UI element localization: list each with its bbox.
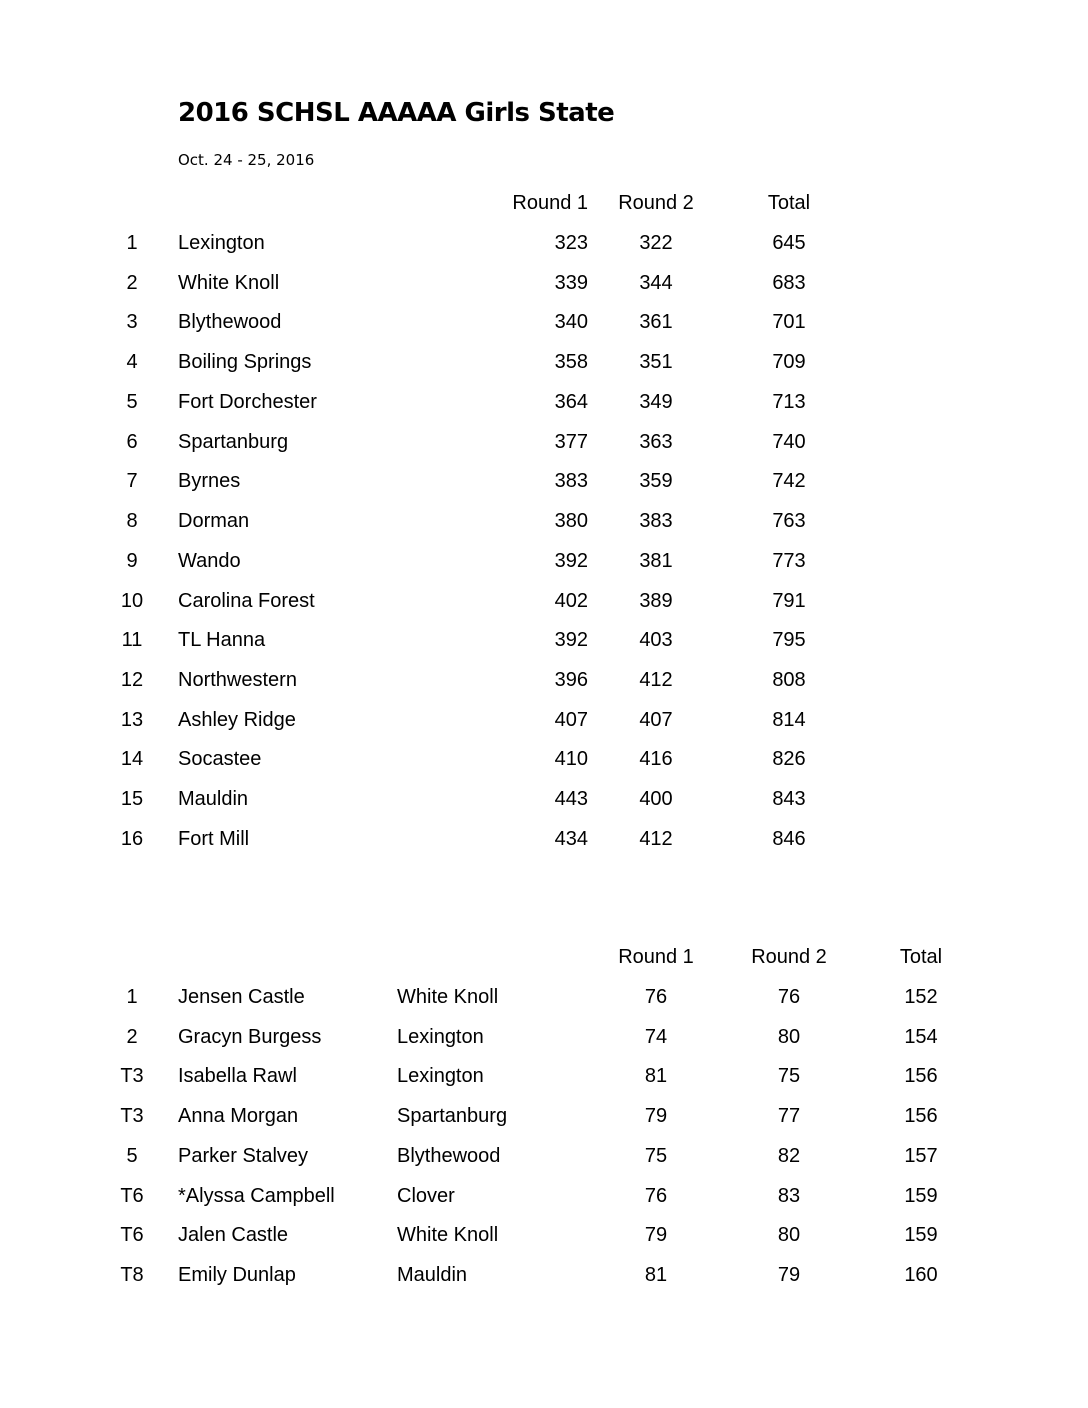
team-round1-score: 392	[554, 629, 588, 651]
team-name: Boiling Springs	[178, 351, 312, 373]
team-name: Fort Dorchester	[178, 391, 317, 413]
player-total-score: 160	[904, 1264, 938, 1286]
team-round1-score: 377	[554, 431, 588, 453]
team-round1-score: 407	[554, 709, 588, 731]
team-name: Spartanburg	[178, 431, 289, 453]
player-total-score: 156	[904, 1105, 938, 1127]
team-round2-score: 383	[639, 510, 673, 532]
team-rank: 16	[120, 828, 144, 850]
player-school: Clover	[397, 1185, 455, 1207]
player-round1-score: 74	[644, 1026, 668, 1048]
team-rank: 7	[126, 470, 138, 492]
player-rank: 1	[126, 986, 138, 1008]
team-rank: 4	[126, 351, 138, 373]
team-round2-score: 407	[639, 709, 673, 731]
player-rank: T8	[120, 1264, 144, 1286]
player-round2-score: 80	[777, 1026, 801, 1048]
team-rank: 6	[126, 431, 138, 453]
team-total-score: 791	[772, 590, 806, 612]
team-round1-score: 402	[554, 590, 588, 612]
team-name: Carolina Forest	[178, 590, 315, 612]
team-name: Dorman	[178, 510, 250, 532]
individual-header-round1: Round 1	[618, 946, 694, 968]
team-rank: 2	[126, 272, 138, 294]
player-name: Jalen Castle	[178, 1224, 289, 1246]
team-round2-score: 344	[639, 272, 673, 294]
player-round2-score: 77	[777, 1105, 801, 1127]
player-school: White Knoll	[397, 986, 499, 1008]
player-school: Lexington	[397, 1026, 484, 1048]
player-school: Lexington	[397, 1065, 484, 1087]
team-name: Socastee	[178, 748, 262, 770]
team-total-score: 814	[772, 709, 806, 731]
team-total-score: 763	[772, 510, 806, 532]
team-round2-score: 389	[639, 590, 673, 612]
team-total-score: 742	[772, 470, 806, 492]
team-round1-score: 443	[554, 788, 588, 810]
player-round1-score: 81	[644, 1065, 668, 1087]
team-name: TL Hanna	[178, 629, 266, 651]
player-name: *Alyssa Campbell	[178, 1185, 335, 1207]
team-round1-score: 323	[554, 232, 588, 254]
player-round2-score: 82	[777, 1145, 801, 1167]
team-total-score: 808	[772, 669, 806, 691]
team-rank: 9	[126, 550, 138, 572]
player-rank: T6	[120, 1224, 144, 1246]
team-total-score: 773	[772, 550, 806, 572]
team-round2-score: 412	[639, 669, 673, 691]
player-round2-score: 75	[777, 1065, 801, 1087]
player-total-score: 154	[904, 1026, 938, 1048]
player-round2-score: 76	[777, 986, 801, 1008]
player-name: Parker Stalvey	[178, 1145, 309, 1167]
player-school: Mauldin	[397, 1264, 468, 1286]
player-name: Anna Morgan	[178, 1105, 299, 1127]
team-round1-score: 340	[554, 311, 588, 333]
team-total-score: 713	[772, 391, 806, 413]
team-round2-score: 351	[639, 351, 673, 373]
team-round2-score: 381	[639, 550, 673, 572]
player-name: Jensen Castle	[178, 986, 305, 1008]
team-name: Lexington	[178, 232, 265, 254]
team-header-round2: Round 2	[618, 192, 694, 214]
event-date: Oct. 24 - 25, 2016	[178, 151, 315, 169]
team-total-score: 826	[772, 748, 806, 770]
team-round1-score: 396	[554, 669, 588, 691]
player-total-score: 159	[904, 1224, 938, 1246]
player-total-score: 156	[904, 1065, 938, 1087]
team-rank: 11	[121, 629, 143, 651]
individual-header-round2: Round 2	[751, 946, 827, 968]
team-name: Fort Mill	[178, 828, 250, 850]
team-round1-score: 410	[554, 748, 588, 770]
team-rank: 1	[126, 232, 138, 254]
team-round2-score: 416	[639, 748, 673, 770]
team-total-score: 709	[772, 351, 806, 373]
team-round2-score: 400	[639, 788, 673, 810]
player-round2-score: 80	[777, 1224, 801, 1246]
player-round1-score: 79	[644, 1105, 668, 1127]
team-total-score: 701	[772, 311, 806, 333]
team-round2-score: 359	[639, 470, 673, 492]
player-rank: T3	[120, 1105, 144, 1127]
team-round1-score: 392	[554, 550, 588, 572]
team-rank: 12	[120, 669, 144, 691]
team-round2-score: 363	[639, 431, 673, 453]
team-rank: 5	[126, 391, 138, 413]
team-total-score: 740	[772, 431, 806, 453]
team-round2-score: 322	[639, 232, 673, 254]
team-name: Blythewood	[178, 311, 282, 333]
player-school: White Knoll	[397, 1224, 499, 1246]
player-round2-score: 79	[777, 1264, 801, 1286]
team-rank: 3	[126, 311, 138, 333]
team-round1-score: 380	[554, 510, 588, 532]
team-name: Wando	[178, 550, 241, 572]
team-round2-score: 412	[639, 828, 673, 850]
team-header-total: Total	[767, 192, 811, 214]
team-round1-score: 434	[554, 828, 588, 850]
player-total-score: 159	[904, 1185, 938, 1207]
player-school: Spartanburg	[397, 1105, 508, 1127]
team-round2-score: 349	[639, 391, 673, 413]
player-rank: T3	[120, 1065, 144, 1087]
team-name: Northwestern	[178, 669, 297, 691]
team-name: Mauldin	[178, 788, 249, 810]
player-round1-score: 81	[644, 1264, 668, 1286]
team-header-round1: Round 1	[512, 192, 588, 214]
team-round1-score: 364	[554, 391, 588, 413]
team-total-score: 795	[772, 629, 806, 651]
player-round2-score: 83	[777, 1185, 801, 1207]
player-name: Isabella Rawl	[178, 1065, 297, 1087]
team-total-score: 846	[772, 828, 806, 850]
player-total-score: 157	[904, 1145, 938, 1167]
player-round1-score: 75	[644, 1145, 668, 1167]
team-total-score: 645	[772, 232, 806, 254]
team-total-score: 843	[772, 788, 806, 810]
team-round2-score: 361	[639, 311, 673, 333]
player-name: Gracyn Burgess	[178, 1026, 322, 1048]
player-school: Blythewood	[397, 1145, 501, 1167]
player-name: Emily Dunlap	[178, 1264, 296, 1286]
team-round1-score: 358	[554, 351, 588, 373]
player-total-score: 152	[904, 986, 938, 1008]
team-rank: 15	[120, 788, 144, 810]
team-round1-score: 383	[554, 470, 588, 492]
team-rank: 8	[126, 510, 138, 532]
team-rank: 14	[120, 748, 144, 770]
player-round1-score: 76	[644, 1185, 668, 1207]
team-total-score: 683	[772, 272, 806, 294]
team-rank: 10	[120, 590, 144, 612]
individual-header-total: Total	[899, 946, 943, 968]
team-round1-score: 339	[554, 272, 588, 294]
team-name: Ashley Ridge	[178, 709, 296, 731]
team-rank: 13	[120, 709, 144, 731]
player-rank: 2	[126, 1026, 138, 1048]
player-round1-score: 79	[644, 1224, 668, 1246]
player-rank: 5	[126, 1145, 138, 1167]
player-round1-score: 76	[644, 986, 668, 1008]
page-title: 2016 SCHSL AAAAA Girls State	[178, 98, 615, 128]
player-rank: T6	[120, 1185, 144, 1207]
team-name: Byrnes	[178, 470, 241, 492]
team-round2-score: 403	[639, 629, 673, 651]
team-name: White Knoll	[178, 272, 280, 294]
